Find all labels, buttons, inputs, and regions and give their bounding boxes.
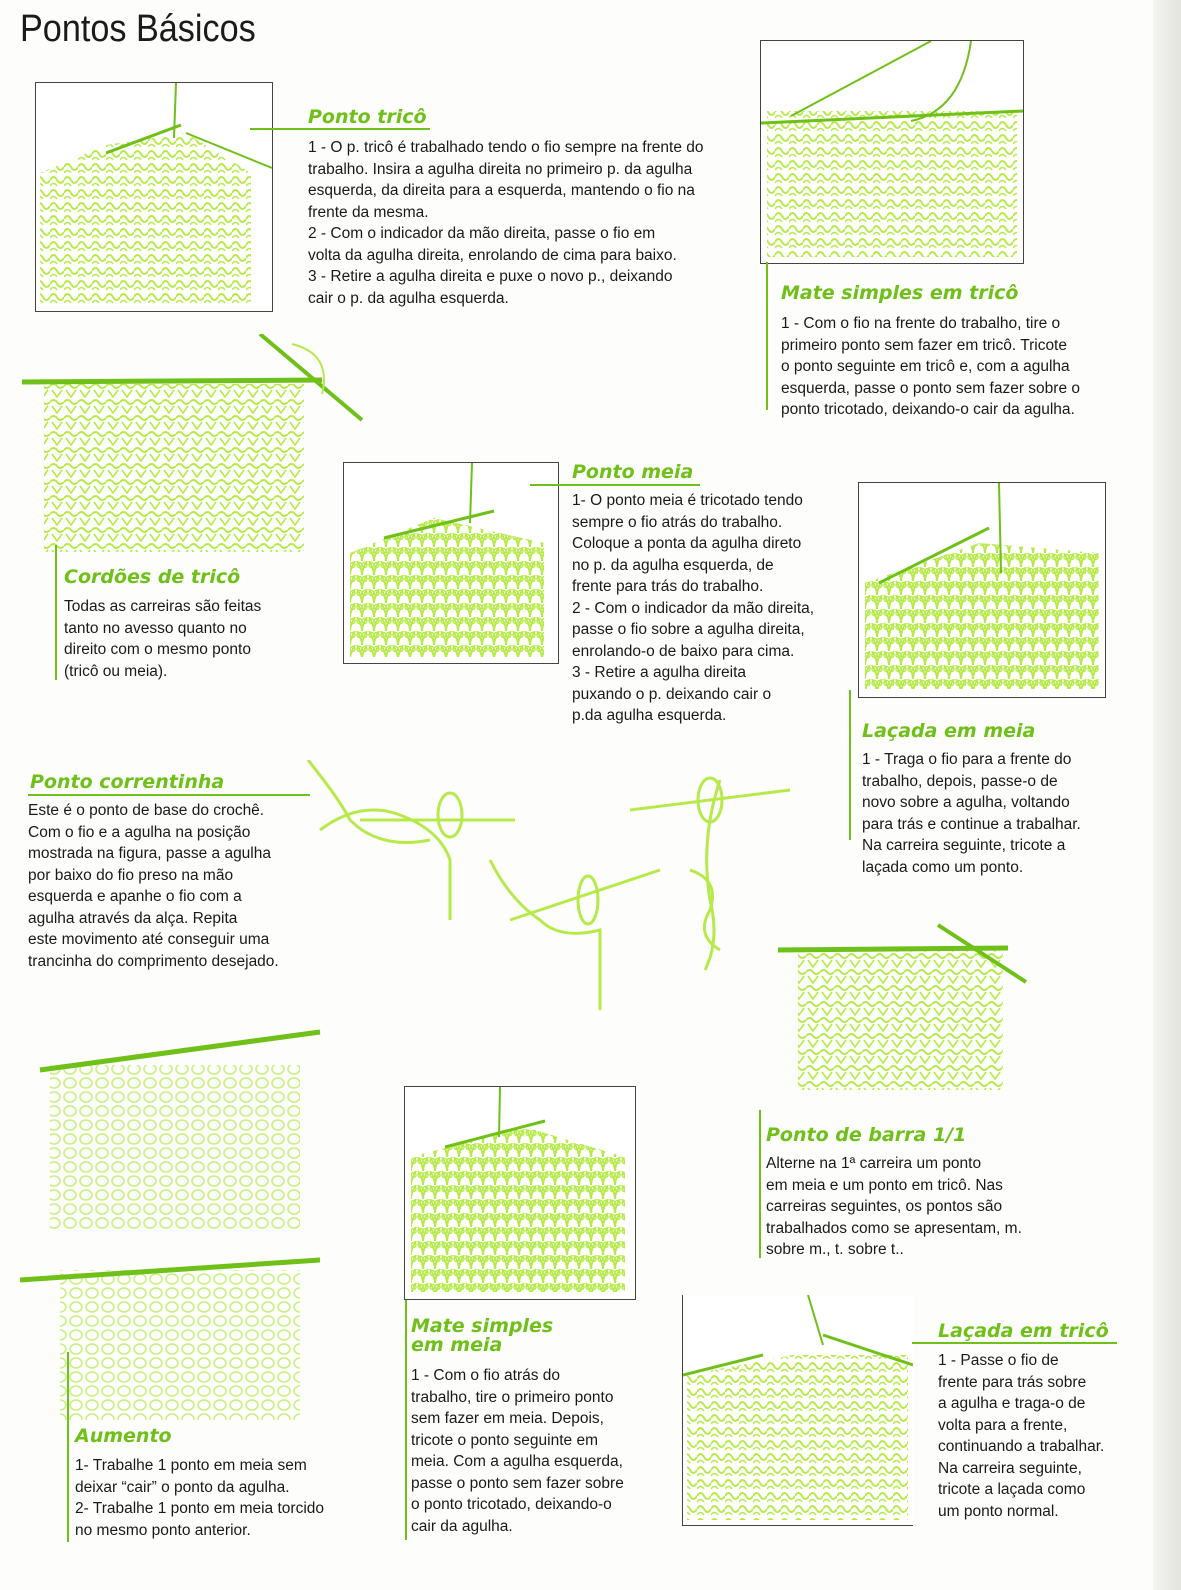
ponto-trico-figure bbox=[35, 82, 273, 312]
text-line: volta da agulha direita, enrolando de cima para baixo. bbox=[308, 246, 677, 264]
text-line: um ponto normal. bbox=[938, 1502, 1059, 1520]
text-line: passe o ponto sem fazer sobre bbox=[411, 1474, 624, 1492]
cordoes-trico-figure bbox=[22, 334, 367, 564]
text-line: Todas as carreiras são feitas bbox=[64, 598, 262, 615]
text-line: passe o fio sobre a agulha direita, bbox=[572, 621, 805, 638]
text-line: 2- Trabalhe 1 ponto em meia torcido bbox=[75, 1500, 324, 1517]
lacada-trico-heading: Laçada em tricô bbox=[938, 1320, 1109, 1342]
text-line: 1 - Com o fio na frente do trabalho, tire o bbox=[781, 315, 1061, 332]
ponto-barra-figure bbox=[778, 920, 1028, 1095]
lacada-meia-illustration bbox=[859, 483, 1105, 697]
ponto-barra-rule bbox=[759, 1110, 761, 1258]
aumento-figure-top bbox=[30, 1020, 325, 1230]
aumento-text bbox=[75, 1455, 375, 1541]
text-line: sempre o fio atrás do trabalho. bbox=[572, 513, 783, 531]
ponto-correntinha-illustration bbox=[300, 760, 800, 1030]
text-line: continuando a trabalhar. bbox=[938, 1438, 1105, 1455]
text-line: 1- Trabalhe 1 ponto em meia sem bbox=[75, 1457, 307, 1474]
text-line: sem fazer em meia. Depois, bbox=[411, 1410, 604, 1427]
text-line: cair o p. da agulha esquerda. bbox=[308, 289, 509, 307]
ponto-correntinha-figure bbox=[300, 760, 800, 1030]
cordoes-trico-illustration bbox=[22, 334, 367, 564]
lacada-trico-figure bbox=[682, 1295, 913, 1526]
text-line: agulha através da alça. Repita bbox=[28, 909, 238, 927]
text-line: trabalho, tire o primeiro ponto bbox=[411, 1388, 614, 1406]
text-line: o ponto tricotado, deixando-o bbox=[411, 1496, 612, 1513]
mate-simples-trico-illustration bbox=[761, 41, 1023, 263]
mate-simples-meia-rule bbox=[405, 1300, 407, 1540]
mate-simples-trico-figure bbox=[760, 40, 1024, 264]
lacada-meia-text bbox=[862, 749, 1152, 878]
text-line: no p. da agulha esquerda, de bbox=[572, 556, 774, 574]
text-line: esquerda e apanhe o fio com a bbox=[28, 888, 242, 905]
ponto-meia-rule bbox=[530, 484, 700, 486]
text-line: frente para trás do trabalho. bbox=[572, 578, 764, 595]
ponto-meia-illustration bbox=[344, 463, 558, 663]
mate-simples-meia-text bbox=[411, 1365, 681, 1537]
text-line: cair da agulha. bbox=[411, 1517, 513, 1535]
text-line: por baixo do fio preso na mão bbox=[28, 866, 234, 884]
text-line: 1- O ponto meia é tricotado tendo bbox=[572, 492, 803, 509]
text-line: em meia e um ponto em tricô. Nas bbox=[766, 1176, 1003, 1194]
ponto-barra-heading: Ponto de barra 1/1 bbox=[766, 1124, 967, 1146]
mate-simples-trico-text bbox=[781, 313, 1161, 421]
text-line: 1 - Passe o fio de bbox=[938, 1352, 1059, 1369]
text-line: esquerda, da direita para a esquerda, mantendo o fio na bbox=[308, 182, 695, 199]
lacada-meia-rule bbox=[849, 690, 851, 840]
ponto-correntinha-heading: Ponto correntinha bbox=[30, 771, 225, 793]
ponto-meia-text bbox=[572, 490, 852, 727]
cordoes-trico-rule bbox=[55, 545, 57, 680]
text-line: puxando o p. deixando cair o bbox=[572, 685, 772, 703]
text-line: Coloque a ponta da agulha direto bbox=[572, 535, 802, 552]
mate-simples-trico-rule bbox=[766, 262, 768, 410]
text-line: (tricô ou meia). bbox=[64, 662, 168, 680]
cordoes-trico-heading: Cordões de tricô bbox=[64, 566, 241, 588]
text-line: Este é o ponto de base do crochê. bbox=[28, 802, 265, 819]
lacada-trico-text bbox=[938, 1350, 1168, 1522]
mate-simples-meia-figure bbox=[404, 1086, 636, 1300]
text-line: tanto no avesso quanto no bbox=[64, 619, 247, 637]
text-line: 3 - Retire a agulha direita bbox=[572, 664, 747, 681]
mate-simples-meia-heading-2: em meia bbox=[411, 1334, 503, 1356]
ponto-meia-figure bbox=[343, 462, 559, 664]
text-line: este movimento até conseguir uma bbox=[28, 931, 270, 948]
text-line: tricote o ponto seguinte em bbox=[411, 1431, 598, 1449]
ponto-trico-rule bbox=[250, 128, 430, 130]
text-line: trancinha do comprimento desejado. bbox=[28, 952, 279, 970]
text-line: o ponto seguinte em tricô e, com a agulha bbox=[781, 358, 1070, 375]
ponto-barra-text bbox=[766, 1153, 1076, 1261]
text-line: frente da mesma. bbox=[308, 203, 429, 221]
ponto-meia-heading: Ponto meia bbox=[572, 461, 694, 483]
ponto-trico-text bbox=[308, 137, 748, 309]
text-line: frente para trás sobre bbox=[938, 1373, 1087, 1391]
text-line: 3 - Retire a agulha direita e puxe o novo p., deixando bbox=[308, 268, 673, 285]
text-line: mostrada na figura, passe a agulha bbox=[28, 845, 271, 862]
text-line: direito com o mesmo ponto bbox=[64, 641, 251, 658]
text-line: Na carreira seguinte, bbox=[938, 1459, 1082, 1477]
cordoes-trico-text bbox=[64, 596, 304, 682]
lacada-trico-illustration bbox=[683, 1295, 913, 1525]
mate-simples-meia-heading-1: Mate simples bbox=[411, 1315, 554, 1337]
text-line: 2 - Com o indicador da mão direita, bbox=[572, 599, 815, 617]
text-line: 1 - O p. tricô é trabalhado tendo o fio sempre na frente do bbox=[308, 139, 704, 156]
text-line: laçada como um ponto. bbox=[862, 858, 1024, 876]
lacada-trico-rule bbox=[912, 1342, 1117, 1344]
text-line: tricote a laçada como bbox=[938, 1481, 1086, 1498]
text-line: para trás e continue a trabalhar. bbox=[862, 815, 1081, 833]
text-line: sobre m., t. sobre t.. bbox=[766, 1241, 904, 1258]
mate-simples-trico-heading: Mate simples em tricô bbox=[781, 282, 1019, 304]
text-line: Alterne na 1ª carreira um ponto bbox=[766, 1155, 982, 1172]
text-line: novo sobre a agulha, voltando bbox=[862, 794, 1070, 811]
text-line: no mesmo ponto anterior. bbox=[75, 1521, 251, 1539]
text-line: 2 - Com o indicador da mão direita, passe o fio em bbox=[308, 225, 656, 242]
ponto-correntinha-text bbox=[28, 800, 328, 972]
text-line: enrolando-o de baixo para cima. bbox=[572, 642, 795, 660]
ponto-trico-illustration bbox=[36, 83, 272, 311]
text-line: primeiro ponto sem fazer em tricô. Tricote bbox=[781, 336, 1067, 354]
lacada-meia-heading: Laçada em meia bbox=[862, 720, 1036, 742]
aumento-heading: Aumento bbox=[75, 1425, 172, 1447]
text-line: esquerda, passe o ponto sem fazer sobre o bbox=[781, 379, 1080, 397]
text-line: 1 - Com o fio atrás do bbox=[411, 1367, 561, 1384]
text-line: Na carreira seguinte, tricote a bbox=[862, 837, 1066, 854]
aumento-illustration-bottom bbox=[20, 1230, 320, 1420]
text-line: carreiras seguintes, os pontos são bbox=[766, 1198, 1003, 1215]
text-line: p.da agulha esquerda. bbox=[572, 707, 727, 724]
aumento-rule bbox=[67, 1352, 69, 1542]
page-title: Pontos Básicos bbox=[20, 8, 256, 50]
text-line: meia. Com a agulha esquerda, bbox=[411, 1453, 623, 1470]
aumento-illustration-top bbox=[30, 1020, 325, 1230]
text-line: 1 - Traga o fio para a frente do bbox=[862, 751, 1072, 768]
ponto-barra-illustration bbox=[778, 920, 1028, 1095]
text-line: Com o fio e a agulha na posição bbox=[28, 823, 251, 841]
text-line: trabalhados como se apresentam, m. bbox=[766, 1219, 1022, 1237]
aumento-figure-bottom bbox=[20, 1230, 320, 1420]
text-line: trabalho. Insira a agulha direita no primeiro p. da agulha bbox=[308, 160, 693, 178]
text-line: volta para a frente, bbox=[938, 1416, 1068, 1434]
mate-simples-meia-illustration bbox=[405, 1087, 635, 1299]
lacada-meia-figure bbox=[858, 482, 1106, 698]
text-line: a agulha e traga-o de bbox=[938, 1395, 1086, 1412]
ponto-trico-heading: Ponto tricô bbox=[308, 106, 427, 128]
text-line: trabalho, depois, passe-o de bbox=[862, 772, 1058, 790]
text-line: ponto tricotado, deixando-o cair da agulha. bbox=[781, 401, 1075, 418]
text-line: deixar “cair” o ponto da agulha. bbox=[75, 1478, 290, 1496]
ponto-correntinha-rule bbox=[28, 794, 310, 796]
